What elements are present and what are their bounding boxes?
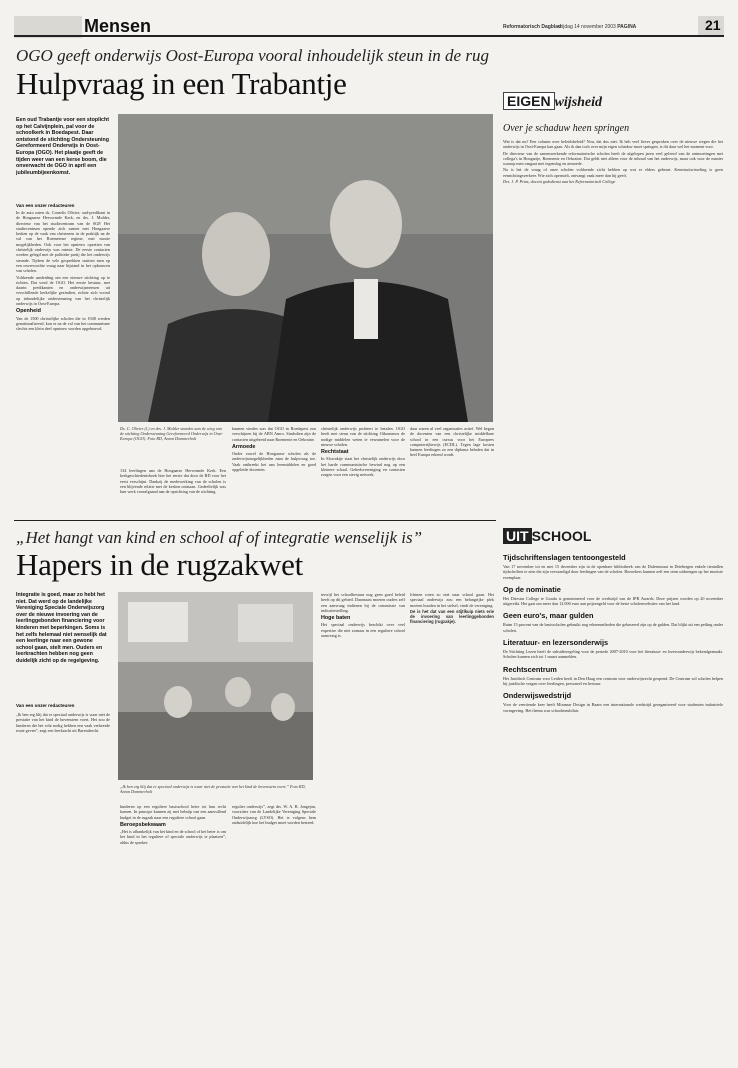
article2-col3b-text: „Het is afhankelijk van het kind en de school of het beter is om het kind in het reguliere of speciale onderwijs te plaatsen”, aldus de spreker. [120,829,226,845]
article1-caption-text: Ds. C. Olivier (l.) en drs. J. Mulder stonden aan de wieg van de stichting Ondersteuning Gereformeerd Onderwijs in Oost-Europa (OGO). [120,426,223,442]
article1-col4 [232,426,316,473]
eigen-label-rest: wijsheid [554,95,603,110]
article1-col1 [16,210,110,333]
uit-school-item [503,611,723,633]
uit-school-item-body: Voor de veertiende keer heeft Miramar Design in Baarn een internationale wedstrijd georganiseerd voor studenten industriele vormgeving. Het thema was schoolmeubilair. [503,702,723,713]
article1-subhead: Openheid [16,308,41,315]
uit-school-item-title: Literatuur- en lezersonderwijs [503,638,609,648]
uit-school-label [503,528,591,544]
article1-body1: In de auto zaten ds. Cornelis Olivier, oud-predikant in de Hongaarse Hervormde Kerk, en drs. J. Mulder, directeur van het studiecentrum van de SGP. Het studiecentrum opende zich samen met Hongaarse kerken op de vaak van christenen in de praktijk na de val van het Roemeense regime, met mooie mogelijkheden. Ook voor het opnieuw opzetten van christelijk onderwijs was ruimte. De eerste contacten werden gelegd met de politieke partij die het onderwijs steunde. Tijdens de vele gesprekken stuitten men op een onverwachte vraag naar bijstand in het opbouwen van scholen. [16,210,110,274]
article2-caption-text: „Ik ben erg blij dat er speciaal onderwijs is waar niet de prestatie van het kind de bovenstem voert.” [120,784,289,789]
article2-col1 [16,712,110,734]
article1-col5b-text: In Slowakije staat het christelijk onderwijs door het harde communistische bewind nog op een kleinere schaal. Gebedsvereniging en contacten zorgen voor een stevig netwerk. [321,456,405,478]
uit-school-item-title: Op de nominatie [503,584,561,594]
article1-body2: Voldoende aanleiding om een nieuwe stichting op te richten. Dat werd de OGO. Het eerste bestuur, met daarin predikanten en onderwijsmensen uit verschillende kerkelijke gezindten, richtte zich vooral op inhoudelijke ondersteuning van het christelijk onderwijs in Oost-Europa. [16,274,110,307]
uit-school-item-title: Onderwijswedstrijd [503,691,572,701]
uit-school-item-body: Van 17 november tot en met 15 december zijn in de openbare bibliotheek van de Dalemstraat in Driebergen enkele tientallen tijdschriften te zien die zijn vervaardigd door leerlingen van de scholen. Bezoekers kunnen zelf een stem uitbrengen op het mooiste exemplaar. [503,564,723,580]
article2-headline: Hapers in de rugzakwet [16,547,303,582]
article1-col4-text: kunnen vinden was dat OGO in Boedapest zou verschijnen bij de ABN Amro. Sindsdien zijn de contacten uitgebreid naar Roemenie en Oekraine. [232,426,316,442]
uit-school-item [503,553,723,580]
article1-caption [120,426,226,442]
article2-intro: Integratie is goed, maar zo hebt het niet. Dat werd op de landelijke Vereniging Speciale Onderwijszorg over de nieuwe invoering van de leerlinggebonden financiering voor kinderen met beperkingen. Soms is het zelfs helemaal niet wenselijk dat een leerlinge naar een gewone school gaan, stelt men. Ouders en leerkrachten hebben nog geen duidelijk zicht op de regelgeving. [16,592,107,664]
article2-kicker: „Het hangt van kind en school af of integratie wenselijk is” [16,528,423,547]
publication-name: Reformatorisch Dagblad [503,24,562,30]
article2-col4 [232,804,316,826]
article1-body3: Van de 1500 christelijke scholen die in 1948 werden genationaliseerd, kon er na de val van het communisme slechts een klein deel opnieuw worden opgebouwd. [16,315,110,332]
uit-school-item-title: Tijdschriftenslagen tentoongesteld [503,553,626,562]
uit-school-item [503,585,723,607]
article1-col6 [410,426,494,459]
article2-note: De is het dat van een stijtlkuip niets erie de invoering van leerlinggebonden financiering (rugzakje). [410,608,494,625]
article2-col4-text: regulier onderwijs”, zegt drs. W. A. B. Jongejan, voorzitter van de Landelijke Vereniging Speciale Onderwijszorg (LVSO). Het is volgens hem onduidelijk hoe het budget moet worden besteed. [232,804,316,825]
article1-byline: Van een onzer redacteuren [16,203,75,208]
article1-col6-text: daar waren al veel organisaties actief. Wel begon de docenten van een christelijke middelbare school in een cursus voor het Europees computerrijbewijs (ECDL). Tegen lage kosten kunnen leerlingen zo een diploma behalen dat in heel Europa erkend wordt. [410,426,494,458]
eigen-author: Drs. J. P. Prins, docent godsdienst aan het Reformatorisch College [503,179,616,185]
article2-col3 [120,804,226,846]
article1-photo [118,114,493,422]
uit-school-item [503,638,723,660]
eigen-label [503,93,602,111]
article2-photo [118,592,313,780]
article1-col4-subhead: Armoede [232,443,256,450]
uit-school-item-body: Het Juridisch Centrum voor Leiden heeft in Den Haag een centrum voor onderwijsrecht geopend. De Centrum wil scholen helpen bij juridische vragen over leerlingen, personeel en bestuur. [503,675,723,686]
article1-col5-text: christelijk onderwijs probeert te betalen. OGO heeft met steun van de stichting Oikonomos de nodige middelen weten te verzamelen voor de nieuwe scholen. [321,426,405,447]
article1-col5-subhead: Rechtstaat [321,449,349,456]
article2-col5-subhead: Hoge baten [321,615,351,622]
article2-col5 [321,592,405,639]
eigen-body3: Na is het de vraag of onze scholen voldoende zicht hebben op wat er elders gebeurt. Kennisuitwisseling is geen eenrichtingsverkeer. Wie zich openstelt, ontvangt vaak meer dan hij geeft. [503,167,723,178]
page-number: 21 [705,17,721,33]
eigen-title: Over je schaduw heen springen [503,123,630,134]
uit-school-item-body: Het Driestar College te Gouda is genomineerd voor de wedstrijd van de IPR Awards. Deze prijzen worden op 20 november uitgereikt. Het gaat om meer dan 12.000 euro aan prijzengeld voor de beste scholenwebsites van het land. [503,595,723,607]
eigen-label-box: EIGEN [503,92,555,110]
article2-col3-text: kinderen op een reguliere basisschool beter tot hun recht komen. In principe kunnen zij met behulp van een aanvullend budget in de rugzak naar een reguliere school gaan. [120,804,226,820]
uit-school-item-body: De Stichting Lezen heeft de subsidieregeling voor de periode 2007-2010 voor het literatuur- en lezersonderwijs bekendgemaakt. Scholen kunnen zich tot 1 maart aanmelden. [503,649,723,660]
article1-col3-text: 134 leerlingen aan de Hongaarse Hervormde Kerk. Een kerkgeschiedenisboek hier het eerste dat door de RD voor het eerst verschijnt. Dankzij de medewerking van de scholen is een blijvende relatie met de kerken ontstaan. Gedeeltelijk was hun werk voorafgaand aan de oprichting van de stichting. [120,468,226,495]
uit-label-rest: SCHOOL [531,528,592,544]
article2-photo-credit: Foto RD, Anton Dommerholt [120,784,306,795]
page-label: PAGINA [617,24,637,30]
article1-photo-credit: Foto RD, Anton Dommerholt [147,436,197,442]
uit-label-box: UIT [503,528,532,544]
article2-col6-text: lchtnen roten zo niet naar school gaan. Het speciaal onderwijs zou een belangrijke plek moeten houden in het stelsel, vindt de vereniging. [410,592,494,608]
header-date: vrijdag 14 november 2003 [558,24,616,30]
uit-school-item [503,691,723,713]
portrait-photo-graphic [118,114,493,422]
article1-headline: Hulpvraag in een Trabantje [16,66,347,101]
article2-col6 [410,592,494,626]
article-divider [14,520,496,521]
uit-school-list [503,548,723,713]
article1-col5 [321,426,405,479]
uit-school-item-body: Ruim 15 procent van de basisscholen gebruikt nog rekenmethoden die gebaseerd zijn op de gulden. Dat blijkt uit een peiling onder scholen. [503,622,723,633]
article2-col5-text: terwijl het schoolbestuur nog geen goed beleid heeft op dit gebied. Daarnaast moeten ouders zelf een aanvraag indienen bij de commissie van indicatiestelling. [321,592,405,613]
article2-col3-subhead: Beroepsbekwaam [120,821,166,828]
eigen-body [503,139,723,185]
dateline [558,24,636,30]
eigen-body2: De directeur van de samenwerkende reformatorische scholen heeft de afgelopen jaren veel geleerd van de ontmoetingen met collega's in Hongarije, Roemenie en Oekraine. Dat geldt niet alleen voor de inhoud van het onderwijs, maar ook voor de manier waarop men omgaat met tegenslag en armoede. [503,150,723,167]
article1-col3 [120,468,226,495]
article2-caption [120,784,312,794]
uit-school-item-title: Rechtscentrum [503,664,557,674]
article1-kicker: OGO geeft onderwijs Oost-Europa vooral inhoudelijk steun in de rug [16,46,489,65]
eigen-body1: Wat is dat nu? Een column over beleidsbeleid? Nou, dat dus niet. Ik heb veel liever gesproken over de nieuwe wegen die het onderwijs in Oost-Europa kan gaan. Als ik dan toch over mijn eigen schaduw moet springen, is dit daar wel het moment voor. [503,139,723,150]
uit-school-item [503,665,723,687]
classroom-photo-graphic [118,592,313,780]
section-title: Mensen [84,16,152,36]
article2-body1: „Ik ben erg blij dat er speciaal onderwijs is waar niet de prestatie van het kind de bovenstem voert. Het zou de kinderen die het echt nodig hebben een vaak verkeerde route geven”, zegt een leerkracht uit Barendrecht. [16,712,110,733]
article2-byline: Van een onzer redacteuren [16,703,75,708]
uit-school-item-title: Geen euro's, maar gulden [503,611,594,621]
article1-intro: Een oud Trabantje voor een stoplicht op het Calvijnplein, pal voor de schoolkerk in Boedapest. Daar ontstond de stichting Ondersteuning Gereformeerd Onderwijs in Oost-Europa (OGO). Het plaatje geeft de tijden weer van een kerse boom, die onverwacht de OGO in april een jubileumbijeenkomst. [16,117,110,176]
article2-col5b-text: Het speciaal onderwijs beschikt over veel expertise die niet zomaar in een reguliere school aanwezig is. [321,622,405,639]
article1-col4b-text: Onder zowel de Hongaarse scholen als de onderwijsmogelijkheden nam de hulpvraag toe. Vaak ontbreekt het aan leermiddelen en goed opgeleide docenten. [232,451,316,473]
